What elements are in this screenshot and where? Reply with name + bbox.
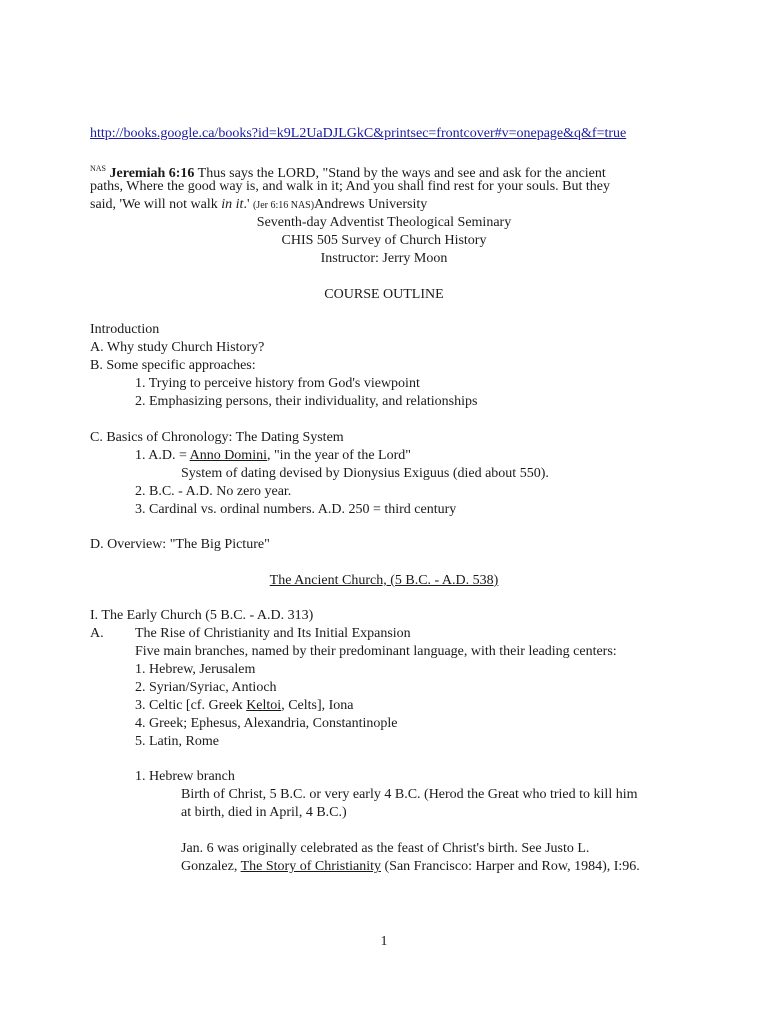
- hebrew-p2-line-2: [181, 858, 640, 876]
- seminary-name: Seventh-day Adventist Theological Seminary: [256, 215, 512, 230]
- branch-item-hebrew: 1. Hebrew, Jerusalem: [135, 662, 256, 677]
- intro-item-a: A. Why study Church History?: [90, 340, 265, 355]
- chronology-item-1-suffix: , "in the year of the Lord": [266, 448, 411, 463]
- source-link-line: [90, 125, 626, 143]
- ancient-church-heading-text: The Ancient Church, (5 B.C. - A.D. 538): [269, 573, 499, 588]
- anno-domini-term: Anno Domini: [189, 448, 267, 463]
- book-title: The Story of Christianity: [240, 859, 381, 874]
- chronology-item-1-note: System of dating devised by Dionysius Exiguus (died about 550).: [181, 466, 549, 481]
- hebrew-p1-line-1: Birth of Christ, 5 B.C. or very early 4 B.C. (Herod the Great who tried to kill him: [181, 787, 638, 802]
- scripture-reference: Jeremiah 6:16: [109, 166, 195, 181]
- chronology-title: C. Basics of Chronology: The Dating System: [90, 430, 344, 445]
- branch-item-latin: 5. Latin, Rome: [135, 734, 219, 749]
- source-link[interactable]: http://books.google.ca/books?id=k9L2UaDJLGkC&printsec=frontcover#v=onepage&q&f=true: [90, 126, 627, 141]
- intro-item-b1: 1. Trying to perceive history from God's viewpoint: [135, 376, 420, 391]
- intro-title: Introduction: [90, 322, 160, 337]
- scripture-text-1: Thus says the LORD, "Stand by the ways and see and ask for the ancient: [194, 166, 606, 181]
- version-superscript: NAS: [90, 164, 107, 173]
- chronology-item-1: [135, 447, 411, 465]
- chronology-item-3: 3. Cardinal vs. ordinal numbers. A.D. 250 = third century: [135, 502, 457, 517]
- university-name: Andrews University: [314, 197, 428, 212]
- branch-item-greek: 4. Greek; Ephesus, Alexandria, Constantinople: [135, 716, 398, 731]
- hebrew-p2-line-2a: Gonzalez,: [181, 859, 241, 874]
- branch-celtic-suffix: , Celts], Iona: [281, 698, 354, 713]
- intro-item-b2: 2. Emphasizing persons, their individuality, and relationships: [135, 394, 478, 409]
- intro-item-b: B. Some specific approaches:: [90, 358, 256, 373]
- scripture-text-3b: .': [243, 197, 253, 212]
- scripture-italic: in it: [221, 197, 244, 212]
- chronology-item-1-prefix: 1. A.D. =: [135, 448, 190, 463]
- branch-celtic-prefix: 3. Celtic [cf. Greek: [135, 698, 247, 713]
- page-number: 1: [380, 934, 388, 949]
- scripture-citation: (Jer 6:16 NAS): [252, 200, 315, 211]
- scripture-text-3a: said, 'We will not walk: [90, 197, 222, 212]
- outline-title: COURSE OUTLINE: [324, 287, 444, 302]
- hebrew-p2-line-1: Jan. 6 was originally celebrated as the feast of Christ's birth. See Justo L.: [181, 841, 590, 856]
- hebrew-branch-title: 1. Hebrew branch: [135, 769, 235, 784]
- scripture-line-2: paths, Where the good way is, and walk in it; And you shall find rest for your souls. But they: [90, 179, 611, 194]
- instructor-name: Instructor: Jerry Moon: [320, 251, 448, 266]
- branch-item-syrian: 2. Syrian/Syriac, Antioch: [135, 680, 277, 695]
- section-a-description: Five main branches, named by their predominant language, with their leading centers:: [135, 644, 617, 659]
- section-a-title: The Rise of Christianity and Its Initial Expansion: [135, 626, 411, 641]
- hebrew-p2-line-2b: (San Francisco: Harper and Row, 1984), I:96.: [381, 859, 640, 874]
- overview-heading: D. Overview: "The Big Picture": [90, 537, 270, 552]
- scripture-line-3: [90, 196, 427, 215]
- keltoi-term: Keltoi: [246, 698, 282, 713]
- branch-item-celtic: [135, 697, 354, 715]
- course-name: CHIS 505 Survey of Church History: [281, 233, 487, 248]
- ancient-church-heading: [0, 572, 768, 590]
- early-church-title: I. The Early Church (5 B.C. - A.D. 313): [90, 608, 314, 623]
- section-a-label: A.: [90, 626, 104, 641]
- chronology-item-2: 2. B.C. - A.D. No zero year.: [135, 484, 292, 499]
- hebrew-p1-line-2: at birth, died in April, 4 B.C.): [181, 805, 347, 820]
